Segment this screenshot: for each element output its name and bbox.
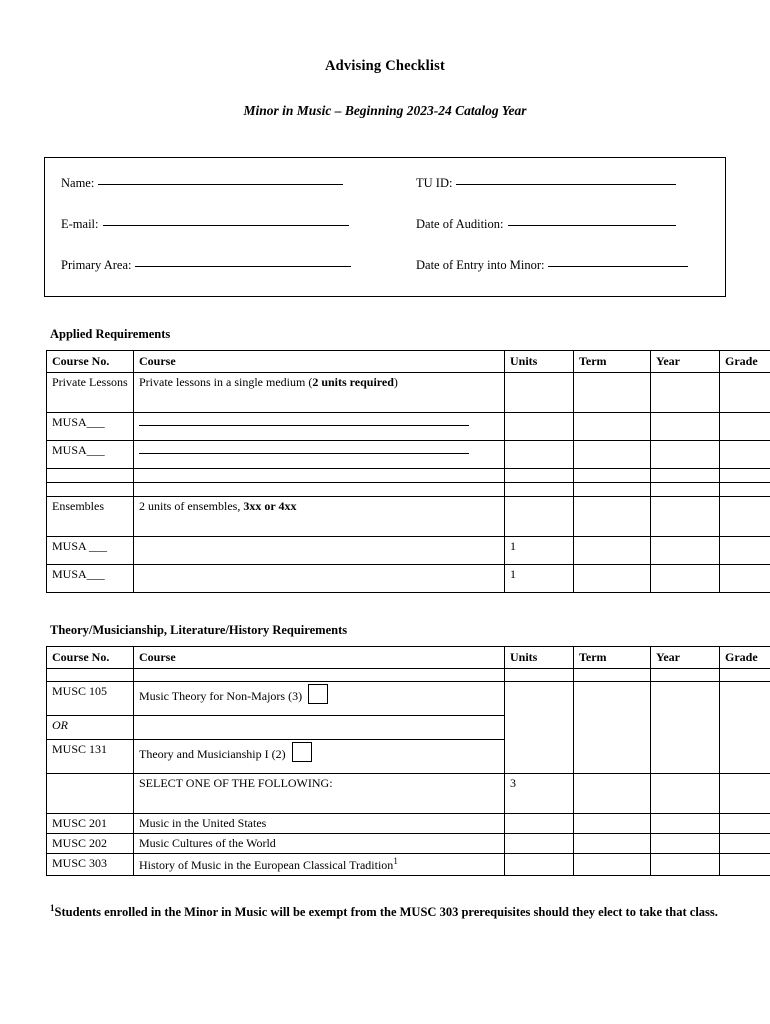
row-term[interactable] — [574, 441, 651, 469]
theory-requirements-table — [46, 646, 770, 876]
row-grade[interactable] — [720, 373, 770, 413]
column-header-course-no: Course No. — [47, 351, 134, 373]
row-course-no: MUSC 202 — [47, 834, 134, 854]
row-term[interactable] — [574, 483, 651, 497]
applied-requirements-heading: Applied Requirements — [50, 327, 171, 341]
musc-105-checkbox[interactable] — [308, 684, 328, 704]
row-year[interactable] — [651, 669, 720, 682]
row-course — [134, 716, 505, 740]
table-row — [47, 497, 770, 537]
audition-date-label: Date of Audition: — [416, 217, 504, 231]
row-year[interactable] — [651, 854, 720, 876]
column-header-units: Units — [505, 351, 574, 373]
row-units[interactable] — [505, 669, 574, 682]
column-header-course: Course — [134, 351, 505, 373]
row-units[interactable] — [505, 682, 574, 774]
column-header-grade: Grade — [720, 351, 770, 373]
row-term[interactable] — [574, 469, 651, 483]
row-units[interactable] — [505, 854, 574, 876]
row-grade[interactable] — [720, 854, 770, 876]
table-row — [47, 373, 770, 413]
table-header-row — [47, 647, 770, 669]
applied-requirements-table — [46, 350, 770, 593]
row-course-no — [47, 669, 134, 682]
row-course-label: History of Music in the European Classical Tradition — [139, 858, 394, 872]
column-header-year: Year — [651, 647, 720, 669]
page-subtitle: Minor in Music – Beginning 2023-24 Catalog Year — [243, 103, 527, 118]
name-field[interactable] — [61, 176, 416, 191]
row-year[interactable] — [651, 469, 720, 483]
row-grade[interactable] — [720, 669, 770, 682]
row-course[interactable] — [134, 441, 505, 469]
email-field[interactable] — [61, 217, 416, 232]
row-term[interactable] — [574, 537, 651, 565]
footnote-number: 1 — [50, 903, 55, 913]
row-course-no: MUSA___ — [47, 565, 134, 593]
row-course[interactable] — [134, 565, 505, 593]
row-term[interactable] — [574, 682, 651, 774]
column-header-term: Term — [574, 351, 651, 373]
row-units[interactable] — [505, 814, 574, 834]
column-header-course-no: Course No. — [47, 647, 134, 669]
name-label: Name: — [61, 176, 95, 190]
select-one-of-the-following-label: SELECT ONE OF THE FOLLOWING: — [134, 774, 505, 814]
row-units[interactable] — [505, 441, 574, 469]
row-units[interactable]: 1 — [505, 537, 574, 565]
row-course-label: Theory and Musicianship I (2) — [139, 747, 286, 761]
table-row — [47, 565, 770, 593]
row-units[interactable]: 3 — [505, 774, 574, 814]
theory-requirements-heading: Theory/Musicianship, Literature/History Requirements — [50, 623, 348, 637]
email-input-rule[interactable] — [103, 225, 349, 226]
row-course — [134, 682, 505, 716]
row-course-emphasis: 3xx or 4xx — [243, 499, 297, 513]
row-year[interactable] — [651, 373, 720, 413]
row-course[interactable] — [134, 483, 505, 497]
table-row — [47, 537, 770, 565]
row-course: 2 units of ensembles, 3xx or 4xx — [134, 497, 505, 537]
row-course-no: MUSC 131 — [47, 740, 134, 774]
row-term[interactable] — [574, 413, 651, 441]
course-write-in-rule[interactable] — [139, 415, 469, 426]
row-course-emphasis: 2 units required — [312, 375, 394, 389]
footnote-text: Students enrolled in the Minor in Music will be exempt from the MUSC 303 prerequisites should they elect to take that class. — [54, 905, 718, 920]
column-header-year: Year — [651, 351, 720, 373]
row-course[interactable] — [134, 469, 505, 483]
row-grade[interactable] — [720, 483, 770, 497]
row-year[interactable] — [651, 483, 720, 497]
student-info-box — [44, 157, 726, 297]
table-row — [47, 669, 770, 682]
row-course-no — [47, 469, 134, 483]
name-input-rule[interactable] — [98, 184, 343, 185]
footnote — [50, 902, 740, 921]
entry-date-label: Date of Entry into Minor: — [416, 258, 545, 272]
column-header-units: Units — [505, 647, 574, 669]
tu-id-input-rule[interactable] — [456, 184, 676, 185]
or-separator: OR — [47, 716, 134, 740]
row-grade[interactable] — [720, 774, 770, 814]
row-grade[interactable] — [720, 682, 770, 774]
row-term[interactable] — [574, 669, 651, 682]
row-term[interactable] — [574, 854, 651, 876]
table-row — [47, 814, 770, 834]
table-row — [47, 413, 770, 441]
info-row — [61, 258, 709, 273]
column-header-course: Course — [134, 647, 505, 669]
row-year[interactable] — [651, 413, 720, 441]
row-course[interactable] — [134, 537, 505, 565]
row-year[interactable] — [651, 682, 720, 774]
row-term[interactable] — [574, 774, 651, 814]
row-course — [134, 740, 505, 774]
row-course — [134, 669, 505, 682]
row-course: Private lessons in a single medium (2 units required) — [134, 373, 505, 413]
row-course-no: MUSC 303 — [47, 854, 134, 876]
primary-area-label: Primary Area: — [61, 258, 132, 272]
column-header-grade: Grade — [720, 647, 770, 669]
row-units[interactable]: 1 — [505, 565, 574, 593]
row-grade[interactable] — [720, 441, 770, 469]
audition-date-input-rule[interactable] — [508, 225, 676, 226]
row-year[interactable] — [651, 834, 720, 854]
row-course-label: Music Theory for Non-Majors (3) — [139, 689, 303, 703]
table-row — [47, 854, 770, 876]
row-units[interactable] — [505, 373, 574, 413]
table-row — [47, 469, 770, 483]
audition-date-field[interactable] — [416, 217, 676, 232]
tu-id-label: TU ID: — [416, 176, 453, 190]
row-grade[interactable] — [720, 497, 770, 537]
primary-area-field[interactable] — [61, 258, 416, 273]
row-course-no: MUSC 105 — [47, 682, 134, 716]
row-year[interactable] — [651, 441, 720, 469]
table-header-row — [47, 351, 770, 373]
info-row — [61, 217, 709, 232]
row-year[interactable] — [651, 565, 720, 593]
row-year[interactable] — [651, 814, 720, 834]
page-title: Advising Checklist — [324, 58, 446, 74]
entry-date-field[interactable] — [416, 258, 688, 273]
row-year[interactable] — [651, 774, 720, 814]
row-term[interactable] — [574, 834, 651, 854]
row-units[interactable] — [505, 497, 574, 537]
entry-date-input-rule[interactable] — [548, 266, 688, 267]
row-course: Music Cultures of the World — [134, 834, 505, 854]
table-row — [47, 774, 770, 814]
table-row — [47, 682, 770, 716]
table-row — [47, 441, 770, 469]
footnote-marker: 1 — [393, 856, 398, 866]
column-header-term: Term — [574, 647, 651, 669]
row-course: Music in the United States — [134, 814, 505, 834]
row-course-no — [47, 483, 134, 497]
primary-area-input-rule[interactable] — [135, 266, 351, 267]
musc-131-checkbox[interactable] — [292, 742, 312, 762]
row-grade[interactable] — [720, 469, 770, 483]
row-course-no: Ensembles — [47, 497, 134, 537]
course-write-in-rule[interactable] — [139, 443, 469, 454]
row-grade[interactable] — [720, 537, 770, 565]
info-row — [61, 176, 709, 191]
row-year[interactable] — [651, 497, 720, 537]
email-label: E-mail: — [61, 217, 99, 231]
row-course-no — [47, 774, 134, 814]
row-term[interactable] — [574, 814, 651, 834]
table-row — [47, 483, 770, 497]
row-units[interactable] — [505, 469, 574, 483]
row-course[interactable] — [134, 413, 505, 441]
row-term[interactable] — [574, 497, 651, 537]
row-units[interactable] — [505, 834, 574, 854]
row-grade[interactable] — [720, 834, 770, 854]
row-term[interactable] — [574, 565, 651, 593]
row-grade[interactable] — [720, 413, 770, 441]
row-units[interactable] — [505, 413, 574, 441]
row-course — [134, 854, 505, 876]
row-units[interactable] — [505, 483, 574, 497]
row-grade[interactable] — [720, 814, 770, 834]
row-course-no: MUSA___ — [47, 413, 134, 441]
tu-id-field[interactable] — [416, 176, 676, 191]
row-course-no: MUSA___ — [47, 441, 134, 469]
row-course-no: Private Lessons — [47, 373, 134, 413]
row-term[interactable] — [574, 373, 651, 413]
table-row — [47, 834, 770, 854]
row-course-no: MUSC 201 — [47, 814, 134, 834]
row-course-no: MUSA ___ — [47, 537, 134, 565]
row-grade[interactable] — [720, 565, 770, 593]
row-year[interactable] — [651, 537, 720, 565]
